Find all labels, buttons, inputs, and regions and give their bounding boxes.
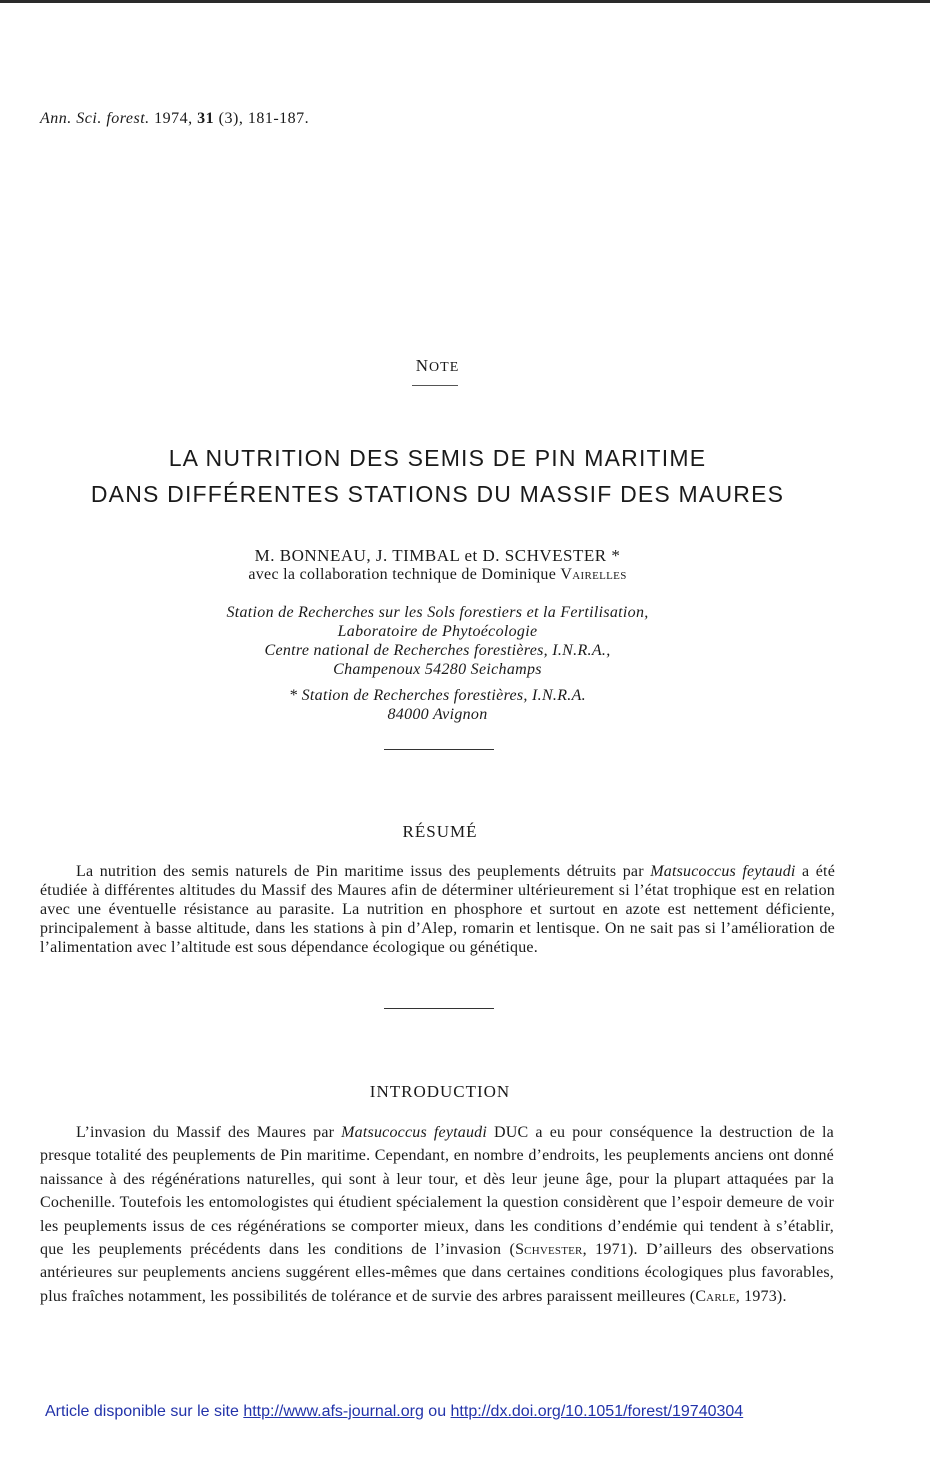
collaboration-note xyxy=(0,566,875,584)
affiliation-main xyxy=(0,603,875,679)
note-underline xyxy=(412,385,458,386)
authors: M. BONNEAU, J. TIMBAL et D. SCHVESTER * xyxy=(254,546,621,565)
affiliation-line: Centre national de Recherches forestières, I.N.R.A., xyxy=(264,642,611,659)
paper-title-line-1: LA NUTRITION DES SEMIS DE PIN MARITIME xyxy=(168,445,707,471)
citation-issue-pages: (3), 181-187. xyxy=(218,110,310,127)
availability-footer xyxy=(45,1403,743,1421)
section-label-text: N xyxy=(415,356,430,375)
separator-rule xyxy=(384,1008,494,1009)
affiliation-line: * Station de Recherches forestières, I.N.R.A. xyxy=(289,687,586,704)
affiliation-line: 84000 Avignon xyxy=(387,706,488,723)
intro-species: Matsucoccus feytaudi xyxy=(341,1124,488,1141)
introduction-paragraph xyxy=(40,1121,834,1308)
collaboration-prefix: avec la collaboration technique de Dominique xyxy=(248,566,561,583)
separator-rule xyxy=(384,749,494,750)
resume-heading: RÉSUMÉ xyxy=(402,822,478,841)
citation-volume: 31 xyxy=(197,110,215,127)
intro-text-1: L’invasion du Massif des Maures par xyxy=(76,1124,342,1141)
journal-name: Ann. Sci. forest. xyxy=(40,110,150,127)
resume-text-1: La nutrition des semis naturels de Pin maritime issus des peuplements détruits par xyxy=(76,863,651,880)
resume-text-2: a été étudiée à différentes altitudes du Massif des Maures afin de déterminer ultérieurement si l’état trophique est en relation avec une éventuelle résistance au parasite. La nutrition en phosphore et surtout en azote est nettement déficiente, principalement à basse altitude, dans les stations à pin d’Alep, romarin et lentisque. On ne sait pas si l’amélioration de l’alimentation avec l’altitude est sous dépendance écologique ou génétique. xyxy=(40,863,835,956)
collaborator-name: Vairelles xyxy=(560,566,627,583)
journal-site-link[interactable]: http://www.afs-journal.org xyxy=(243,1403,424,1420)
affiliation-line: Station de Recherches sur les Sols forestiers et la Fertilisation, xyxy=(226,604,649,621)
resume-paragraph xyxy=(40,862,835,957)
reference-author-1: Schvester xyxy=(515,1241,583,1259)
doi-link[interactable]: http://dx.doi.org/10.1051/forest/19740304 xyxy=(450,1403,744,1420)
section-label xyxy=(0,356,875,376)
introduction-heading: INTRODUCTION xyxy=(369,1082,511,1101)
intro-text-4: , 1973). xyxy=(735,1287,787,1305)
paper-title-line-2: DANS DIFFÉRENTES STATIONS DU MASSIF DES MAURES xyxy=(90,481,785,507)
affiliation-secondary xyxy=(0,686,875,724)
footer-middle: ou xyxy=(423,1403,451,1420)
top-border-line xyxy=(0,0,930,3)
reference-author-2: Carle xyxy=(695,1287,736,1305)
resume-species: Matsucoccus feytaudi xyxy=(650,863,796,880)
citation-year: 1974, xyxy=(154,110,193,127)
footer-prefix: Article disponible sur le site xyxy=(45,1403,244,1420)
affiliation-line: Laboratoire de Phytoécologie xyxy=(337,623,538,640)
intro-text-3: , 1971). D’ailleurs des observations antérieures sur peuplements anciens suggérent elles-mêmes que dans certaines conditions écologiques plus favorables, plus fraîches notamment, les possibilités de tolérance et de survie des arbres paraissent meilleures ( xyxy=(40,1241,834,1305)
section-label-rest: OTE xyxy=(429,360,460,375)
affiliation-line: Champenoux 54280 Seichamps xyxy=(333,661,542,678)
journal-citation xyxy=(40,110,309,128)
intro-text-2: DUC a eu pour conséquence la destruction de la presque totalité des peuplements de Pin maritime. Cependant, en nombre d’endroits, les peuplements anciens ont donné naissance à des régénérations naturelles, qui sont à leur tour, et dès leur jeune âge, pour la plupart attaquées par la Cochenille. Toutefois les entomologistes qui étudient spécialement la question considèrent que l’espoir demeure de voir les peuplements issus de ces régénérations se comporter mieux, dans les conditions d’endémie qui tendent à s’établir, que les peuplements précédents dans les conditions de l’invasion ( xyxy=(40,1124,834,1259)
